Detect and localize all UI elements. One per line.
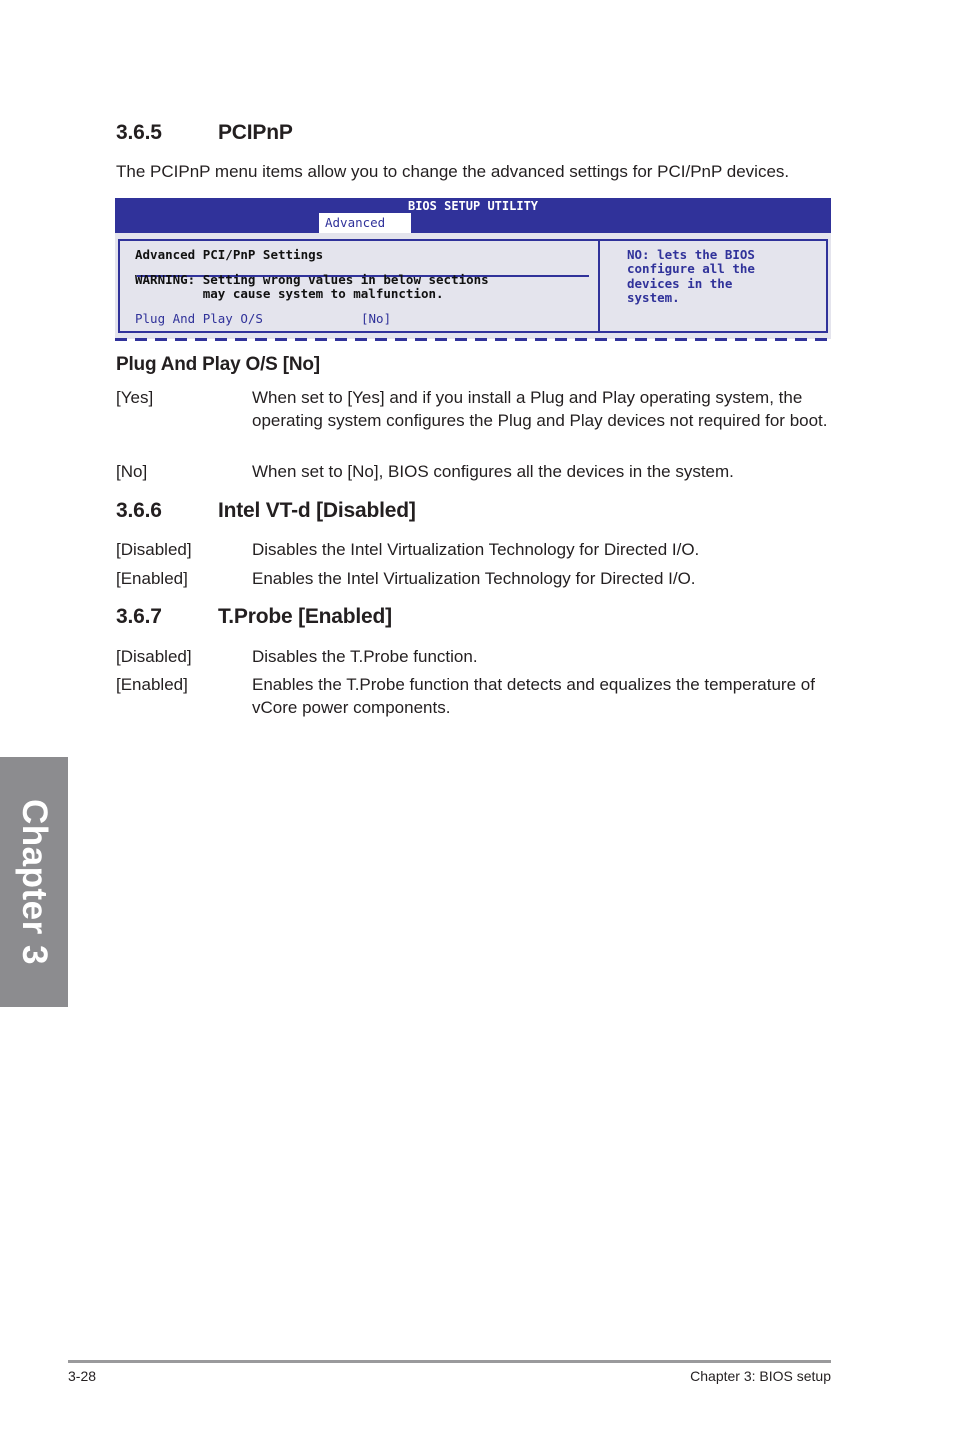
section-title: Intel VT-d [Disabled] [218, 499, 416, 522]
option-desc: Enables the T.Probe function that detects and equalizes the temperature of vCore power components. [252, 675, 815, 717]
section-heading-tprobe [116, 605, 392, 629]
footer-chapter-title: Chapter 3: BIOS setup [690, 1368, 831, 1384]
bios-help-line4: system. [627, 290, 680, 305]
bios-screenshot [115, 198, 831, 344]
option-desc: Enables the Intel Virtualization Technology for Directed I/O. [252, 569, 696, 588]
bios-item-value[interactable]: [No] [361, 311, 392, 326]
bios-body [115, 233, 831, 339]
bios-frame [118, 239, 828, 333]
bios-warning-line2: may cause system to malfunction. [135, 286, 444, 301]
section-number: 3.6.6 [116, 499, 162, 522]
option-key: [No] [116, 462, 148, 481]
option-desc: When set to [No], BIOS configures all the devices in the system. [252, 462, 734, 481]
bios-heading: Advanced PCI/PnP Settings [135, 247, 324, 262]
section-title: PCIPnP [218, 121, 293, 144]
bios-item-plug-and-play[interactable]: Plug And Play O/S [135, 311, 263, 326]
section-heading-pcipnp [116, 121, 293, 145]
pcipnp-intro: The PCIPnP menu items allow you to change the advanced settings for PCI/PnP devices. [116, 162, 790, 181]
section-heading-vtd [116, 499, 416, 523]
bios-tab-advanced[interactable]: Advanced [319, 213, 411, 233]
bios-help-line1: NO: lets the BIOS [627, 247, 755, 262]
section-number: 3.6.7 [116, 605, 162, 628]
option-key: [Disabled] [116, 647, 192, 666]
section-title: T.Probe [Enabled] [218, 605, 392, 628]
bios-dashed-border [115, 337, 831, 342]
footer-rule [68, 1360, 831, 1363]
bios-title-bar [115, 198, 831, 233]
chapter-side-tab [0, 757, 68, 1007]
footer-page-number: 3-28 [68, 1368, 97, 1384]
section-number: 3.6.5 [116, 121, 162, 144]
subheading-plug-and-play: Plug And Play O/S [No] [116, 354, 320, 375]
option-key: [Enabled] [116, 569, 188, 588]
option-key: [Disabled] [116, 540, 192, 559]
chapter-side-label: Chapter 3 [15, 799, 54, 965]
bios-warning-line1: WARNING: Setting wrong values in below sections [135, 272, 489, 287]
option-key: [Yes] [116, 388, 154, 407]
bios-divider [598, 241, 600, 331]
bios-help-line3: devices in the [627, 276, 733, 291]
option-desc: When set to [Yes] and if you install a Plug and Play operating system, the operating system configures the Plug and Play devices not required for boot. [252, 388, 828, 430]
bios-help-line2: configure all the [627, 261, 755, 276]
option-key: [Enabled] [116, 675, 188, 694]
bios-title: BIOS SETUP UTILITY [407, 199, 539, 213]
option-desc: Disables the Intel Virtualization Technology for Directed I/O. [252, 540, 700, 559]
option-desc: Disables the T.Probe function. [252, 647, 478, 666]
